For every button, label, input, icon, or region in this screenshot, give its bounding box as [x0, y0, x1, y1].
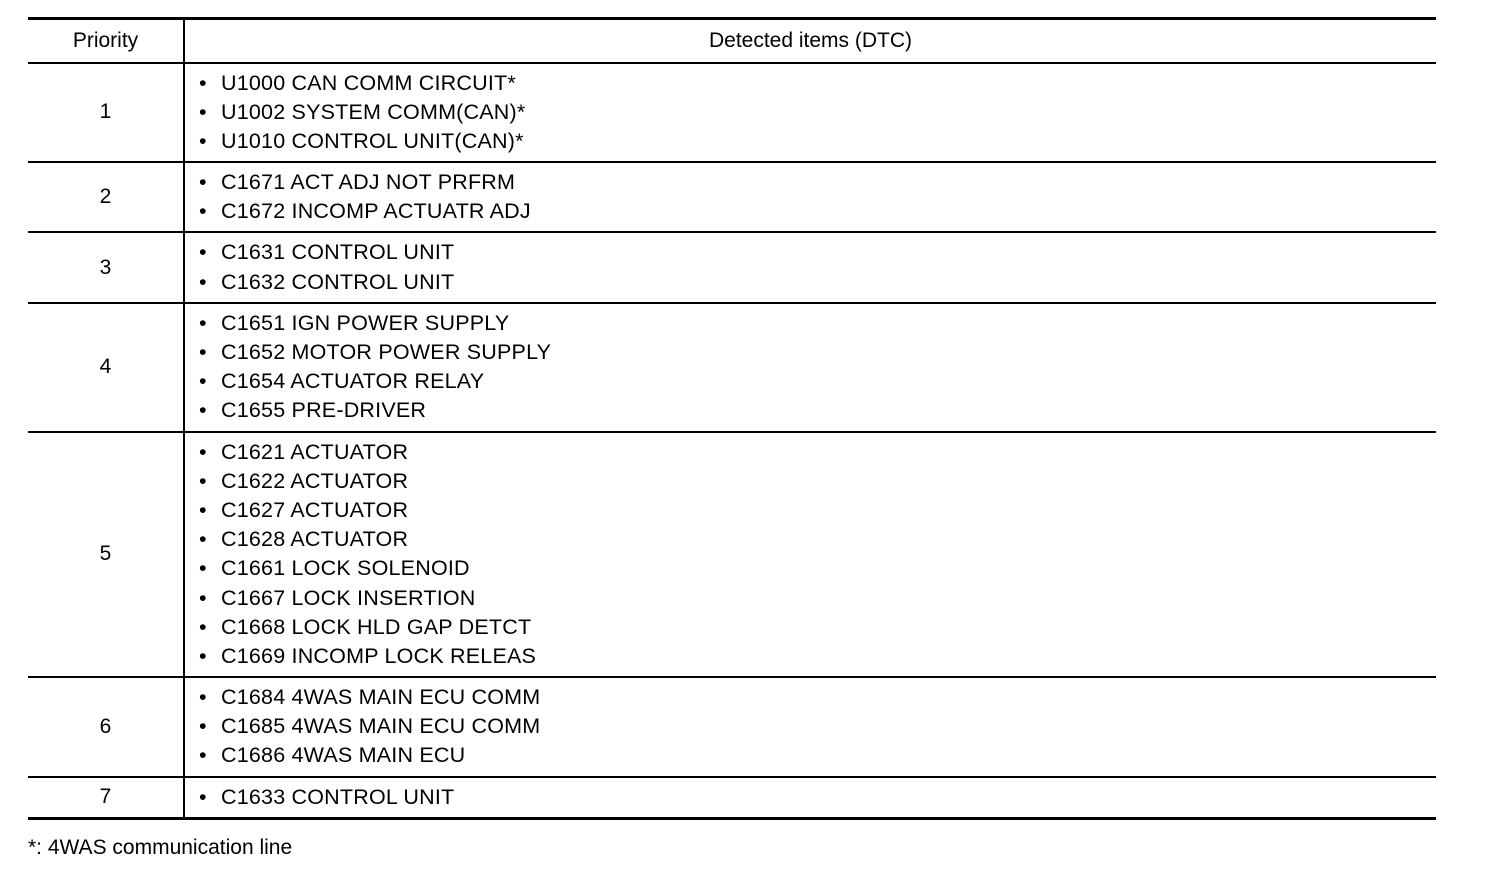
detected-items-cell	[184, 162, 1436, 232]
dtc-priority-table	[28, 17, 1436, 820]
priority-value: 4	[28, 303, 184, 432]
dtc-list-item	[199, 438, 1436, 467]
dtc-code-text: C1685 4WAS MAIN ECU COMM	[221, 714, 541, 739]
bullet-icon: •	[199, 714, 207, 739]
dtc-list-item	[199, 584, 1436, 613]
dtc-code-text: C1686 4WAS MAIN ECU	[221, 743, 466, 768]
dtc-code-text: C1622 ACTUATOR	[221, 468, 409, 493]
table-header-row	[28, 19, 1436, 63]
dtc-code-text: C1669 INCOMP LOCK RELEAS	[221, 643, 537, 668]
dtc-code-text: C1671 ACT ADJ NOT PRFRM	[221, 170, 516, 195]
priority-value: 3	[28, 232, 184, 302]
dtc-list-item	[199, 712, 1436, 741]
dtc-list-item	[199, 367, 1436, 396]
dtc-list-item	[199, 338, 1436, 367]
dtc-list-item	[199, 69, 1436, 98]
bullet-icon: •	[199, 556, 207, 581]
dtc-list-item	[199, 238, 1436, 267]
priority-value: 6	[28, 677, 184, 777]
bullet-icon: •	[199, 497, 207, 522]
table-body	[28, 63, 1436, 819]
dtc-list	[185, 309, 1436, 426]
bullet-icon: •	[199, 527, 207, 552]
bullet-icon: •	[199, 439, 207, 464]
dtc-list-item	[199, 783, 1436, 812]
bullet-icon: •	[199, 240, 207, 265]
dtc-code-text: U1002 SYSTEM COMM(CAN)*	[221, 99, 526, 124]
bullet-icon: •	[199, 685, 207, 710]
bullet-icon: •	[199, 128, 207, 153]
table-row	[28, 63, 1436, 163]
detected-items-cell	[184, 232, 1436, 302]
dtc-list	[185, 168, 1436, 226]
table-row	[28, 777, 1436, 819]
bullet-icon: •	[199, 468, 207, 493]
detected-items-cell	[184, 303, 1436, 432]
bullet-icon: •	[199, 70, 207, 95]
dtc-code-text: C1672 INCOMP ACTUATR ADJ	[221, 199, 531, 224]
dtc-code-text: C1655 PRE-DRIVER	[221, 398, 427, 423]
dtc-list	[185, 69, 1436, 157]
bullet-icon: •	[199, 269, 207, 294]
bullet-icon: •	[199, 743, 207, 768]
dtc-code-text: C1631 CONTROL UNIT	[221, 240, 455, 265]
dtc-code-text: C1651 IGN POWER SUPPLY	[221, 310, 510, 335]
table-row	[28, 432, 1436, 678]
dtc-list-item	[199, 683, 1436, 712]
bullet-icon: •	[199, 784, 207, 809]
dtc-code-text: C1632 CONTROL UNIT	[221, 269, 455, 294]
dtc-list	[185, 783, 1436, 812]
dtc-list-item	[199, 396, 1436, 425]
dtc-list-item	[199, 168, 1436, 197]
priority-value: 7	[28, 777, 184, 819]
bullet-icon: •	[199, 310, 207, 335]
dtc-code-text: C1684 4WAS MAIN ECU COMM	[221, 685, 541, 710]
detected-items-column-header: Detected items (DTC)	[184, 19, 1436, 63]
footnote: *: 4WAS communication line	[28, 836, 293, 859]
priority-value: 2	[28, 162, 184, 232]
dtc-code-text: C1652 MOTOR POWER SUPPLY	[221, 340, 552, 364]
dtc-list	[185, 238, 1436, 296]
detected-items-cell	[184, 777, 1436, 819]
detected-items-cell	[184, 432, 1436, 678]
dtc-list-item	[199, 268, 1436, 297]
dtc-list-item	[199, 642, 1436, 671]
dtc-code-text: C1621 ACTUATOR	[221, 439, 409, 464]
table-row	[28, 677, 1436, 777]
bullet-icon: •	[199, 614, 207, 639]
dtc-code-text: C1654 ACTUATOR RELAY	[221, 369, 485, 394]
dtc-code-text: C1628 ACTUATOR	[221, 527, 409, 552]
dtc-code-text: C1661 LOCK SOLENOID	[221, 556, 470, 581]
dtc-list-item	[199, 98, 1436, 127]
dtc-code-text: C1627 ACTUATOR	[221, 497, 409, 522]
detected-items-cell	[184, 677, 1436, 777]
dtc-code-text: C1668 LOCK HLD GAP DETCT	[221, 614, 532, 639]
dtc-list-item	[199, 525, 1436, 554]
dtc-code-text: U1000 CAN COMM CIRCUIT*	[221, 70, 516, 95]
bullet-icon: •	[199, 199, 207, 224]
detected-items-cell	[184, 63, 1436, 163]
bullet-icon: •	[199, 585, 207, 610]
dtc-list	[185, 438, 1436, 672]
dtc-list-item	[199, 309, 1436, 338]
bullet-icon: •	[199, 170, 207, 195]
dtc-list-item	[199, 197, 1436, 226]
bullet-icon: •	[199, 99, 207, 124]
dtc-list	[185, 683, 1436, 771]
bullet-icon: •	[199, 340, 207, 364]
bullet-icon: •	[199, 369, 207, 394]
dtc-list-item	[199, 554, 1436, 583]
dtc-list-item	[199, 127, 1436, 156]
bullet-icon: •	[199, 643, 207, 668]
dtc-list-item	[199, 496, 1436, 525]
dtc-list-item	[199, 613, 1436, 642]
dtc-code-text: C1667 LOCK INSERTION	[221, 585, 476, 610]
priority-column-header: Priority	[28, 19, 184, 63]
priority-value: 5	[28, 432, 184, 678]
table-row	[28, 303, 1436, 432]
dtc-list-item	[199, 467, 1436, 496]
dtc-list-item	[199, 741, 1436, 770]
table-row	[28, 232, 1436, 302]
priority-value: 1	[28, 63, 184, 163]
table-row	[28, 162, 1436, 232]
dtc-code-text: C1633 CONTROL UNIT	[221, 784, 455, 809]
dtc-code-text: U1010 CONTROL UNIT(CAN)*	[221, 128, 524, 153]
bullet-icon: •	[199, 398, 207, 423]
